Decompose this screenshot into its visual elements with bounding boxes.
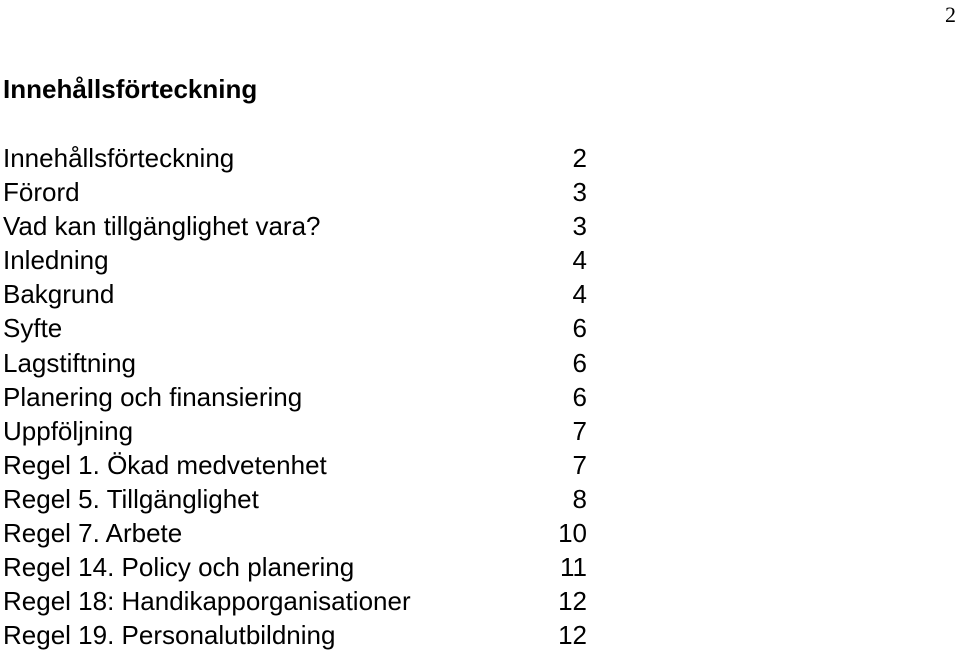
toc-entry-title: Regel 18: Handikapporganisationer <box>3 586 411 617</box>
toc-entry-page: 7 <box>572 449 587 480</box>
toc-entry-title: Förord <box>3 177 80 208</box>
toc-entry-page: 4 <box>572 279 587 310</box>
toc-entry-title: Regel 14. Policy och planering <box>3 552 355 583</box>
toc-entry-title: Syfte <box>3 313 63 344</box>
toc-entry <box>3 209 603 243</box>
toc-entry-page: 12 <box>558 586 587 617</box>
toc-entry <box>3 516 603 550</box>
toc-entry-page: 3 <box>572 177 587 208</box>
toc-entry-title: Innehållsförteckning <box>3 143 235 173</box>
toc-entry <box>3 584 603 618</box>
toc-entry <box>3 243 603 277</box>
toc-entry-page: 12 <box>558 620 587 651</box>
toc-heading: Innehållsförteckning <box>3 74 258 104</box>
toc-entry-page: 4 <box>572 245 587 276</box>
toc-entry <box>3 618 603 652</box>
toc-entry-page: 2 <box>572 143 587 173</box>
toc-entry <box>3 141 603 175</box>
toc-entry <box>3 175 603 209</box>
toc-entry-page: 10 <box>558 518 587 549</box>
toc-entry-page: 6 <box>572 313 587 344</box>
toc-entry-title: Planering och finansiering <box>3 381 303 412</box>
toc-entry <box>3 550 603 584</box>
toc-entry-page: 6 <box>572 381 587 412</box>
toc-entry-title: Vad kan tillgänglighet vara? <box>3 211 321 242</box>
toc-entry-page: 6 <box>572 347 587 378</box>
toc-entry-title: Bakgrund <box>3 279 115 310</box>
toc-entry-page: 8 <box>572 483 587 514</box>
toc-entry-title: Uppföljning <box>3 415 134 446</box>
toc-entry-title: Regel 5. Tillgänglighet <box>3 483 259 514</box>
toc-entry <box>3 482 603 516</box>
toc-entry-page: 7 <box>572 415 587 446</box>
toc-entry-page: 3 <box>572 211 587 242</box>
toc-entry <box>3 277 603 311</box>
toc-entry <box>3 311 603 345</box>
toc-entry-title: Regel 7. Arbete <box>3 518 183 549</box>
page-number: 2 <box>945 2 956 27</box>
table-of-contents <box>3 141 603 652</box>
toc-entry-title: Lagstiftning <box>3 347 136 378</box>
toc-entry-title: Regel 19. Personalutbildning <box>3 620 336 651</box>
toc-entry-page: 11 <box>560 552 587 583</box>
toc-entry <box>3 346 603 380</box>
toc-entry <box>3 414 603 448</box>
toc-entry-title: Inledning <box>3 245 109 276</box>
toc-entry <box>3 448 603 482</box>
toc-entry-title: Regel 1. Ökad medvetenhet <box>3 449 327 480</box>
toc-entry <box>3 380 603 414</box>
